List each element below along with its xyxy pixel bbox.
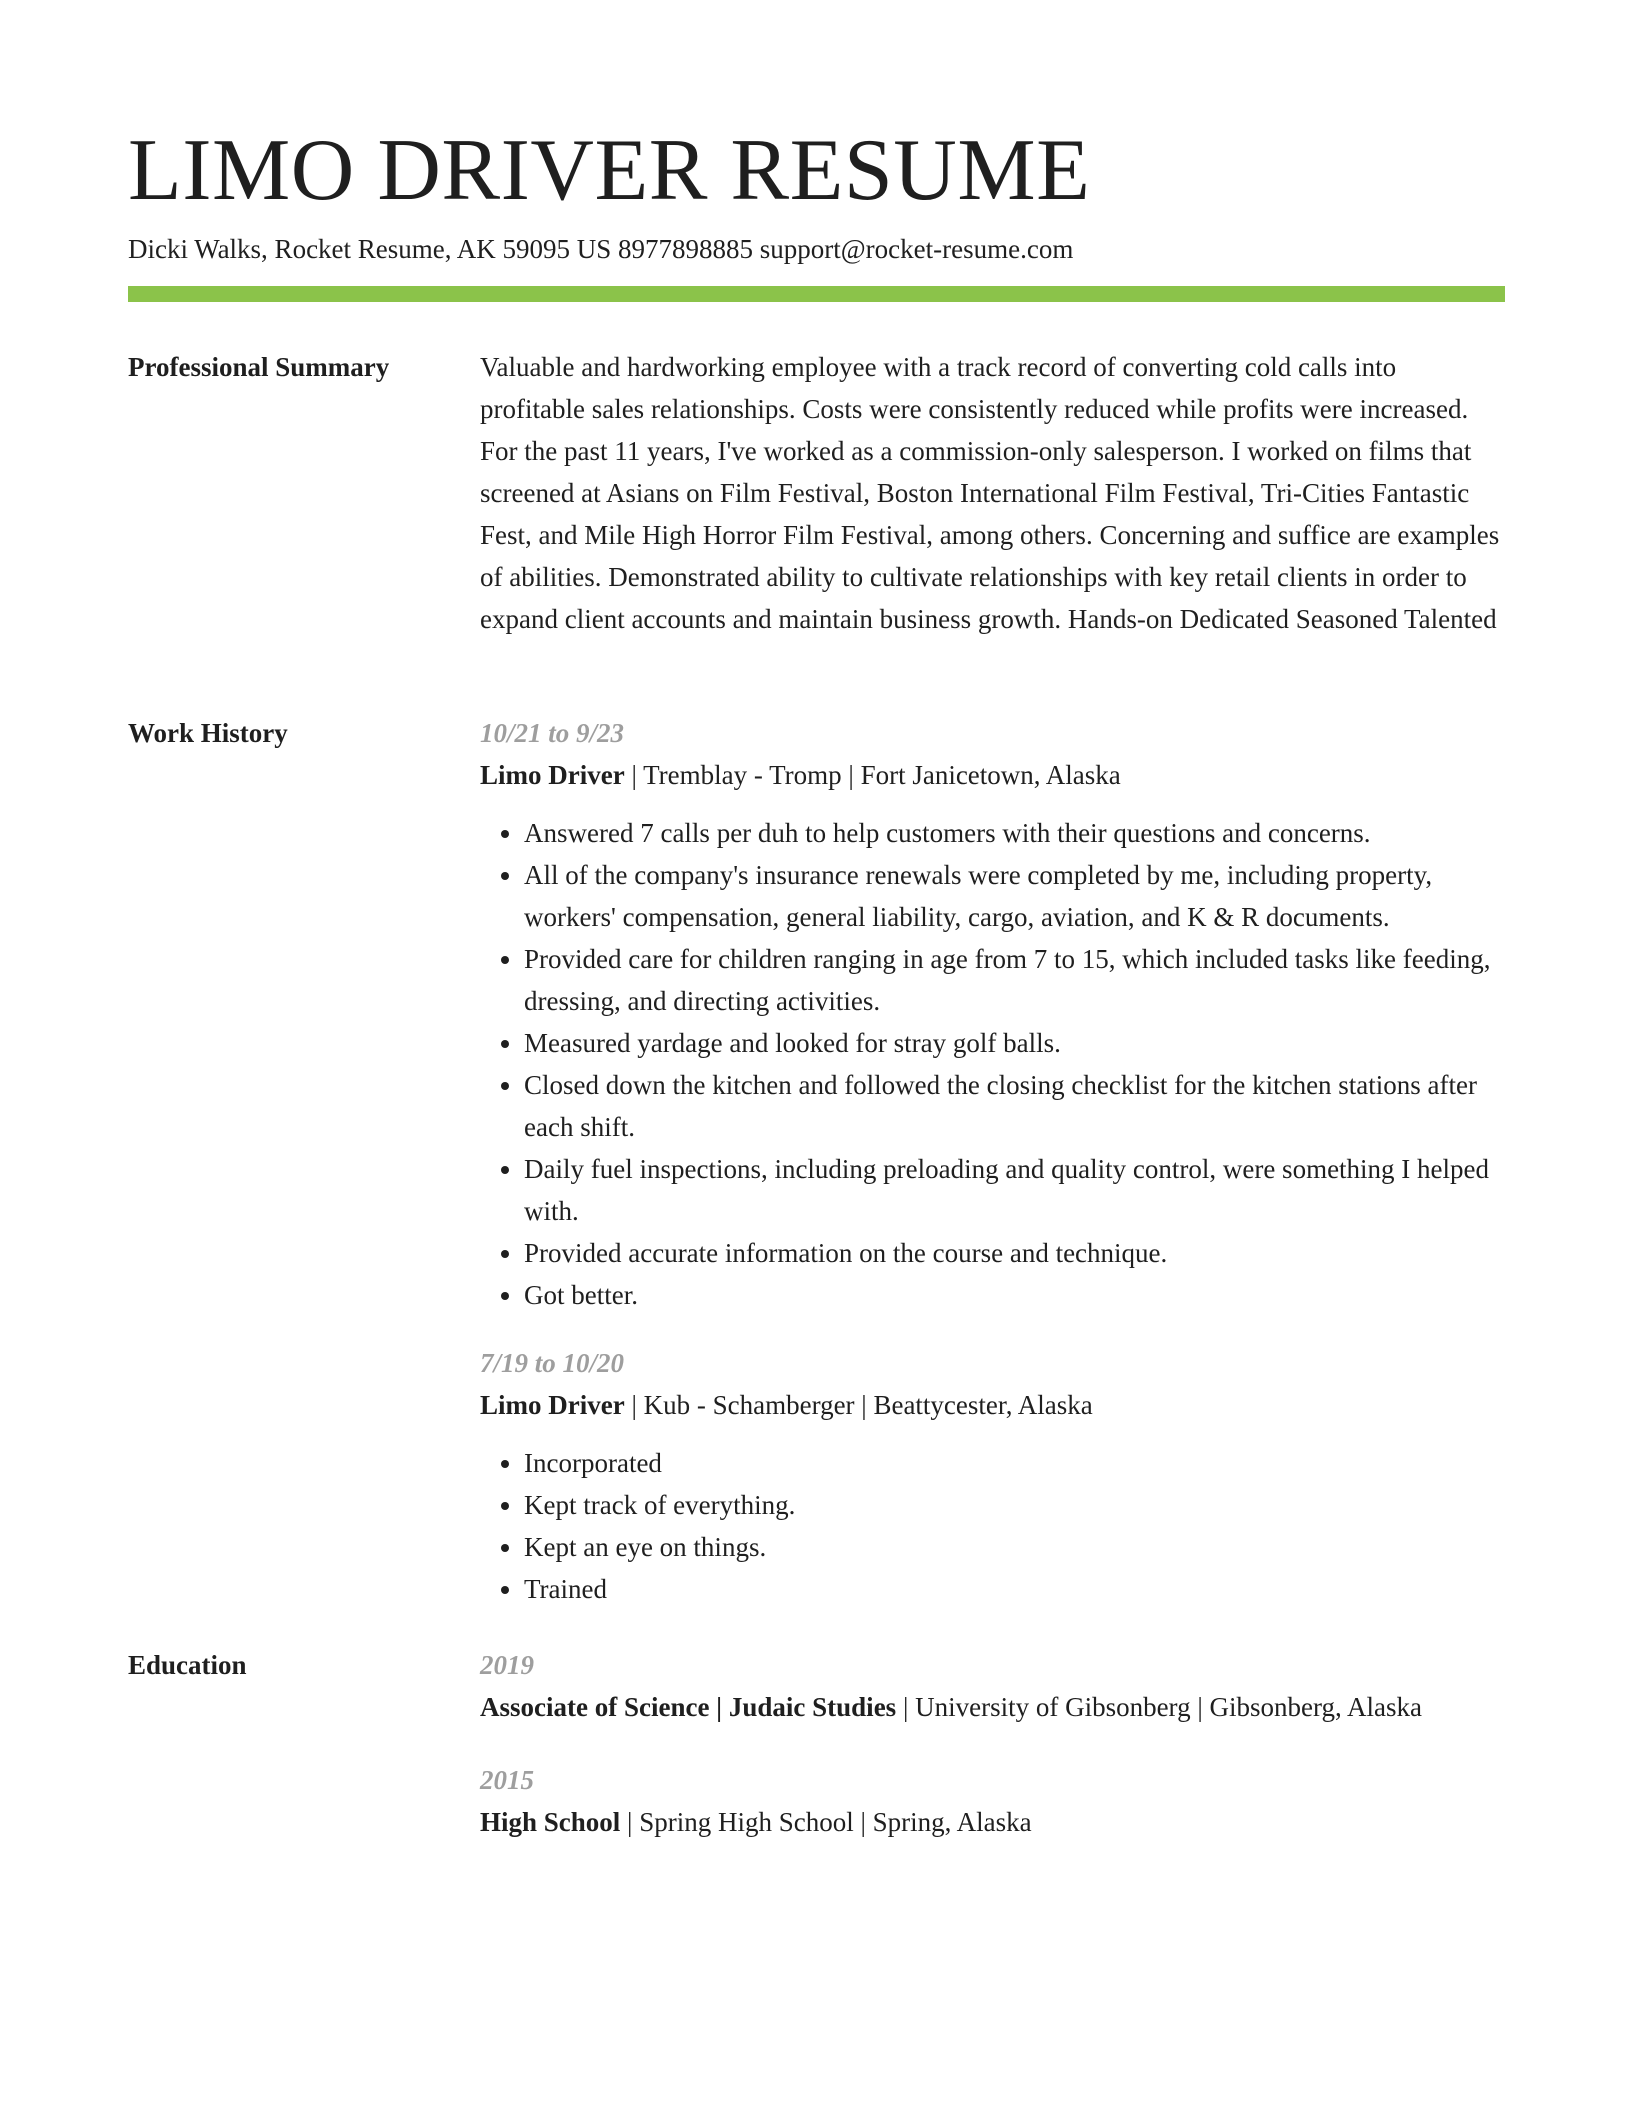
education-details: | University of Gibsonberg | Gibsonberg, Alaska [896,1692,1422,1722]
job-bullets [480,1442,1505,1610]
education-entry [480,1644,1505,1728]
job-entry [480,1342,1505,1610]
section-label-work-history: Work History [128,718,288,748]
job-bullet: • Kept an eye on things. [524,1526,1505,1568]
job-details: | Kub - Schamberger | Beattycester, Alaska [624,1390,1093,1420]
education-heading [480,1801,1505,1843]
education-degree: Associate of Science | Judaic Studies [480,1692,897,1722]
accent-divider [128,286,1505,302]
job-bullet: • Measured yardage and looked for stray golf balls. [524,1022,1505,1064]
summary-text: Valuable and hardworking employee with a track record of converting cold calls into profitable sales relationships. Costs were consistently reduced while profits were increased. For the past 11 years, I've worked as a commission-only salesperson. I worked on films that screened at Asians on Film Festival, Boston International Film Festival, Tri-Cities Fantastic Fest, and Mile High Horror Film Festival, among others. Concerning and suffice are examples of abilities. Demonstrated ability to cultivate relationships with key retail clients in order to expand client accounts and maintain business growth. Hands-on Dedicated Seasoned Talented [480,352,1500,634]
education-details: | Spring High School | Spring, Alaska [620,1807,1032,1837]
job-bullet: • Answered 7 calls per duh to help customers with their questions and concerns. [524,812,1505,854]
job-bullet: • Trained [524,1568,1505,1610]
job-bullet: • Provided care for children ranging in age from 7 to 15, which included tasks like feeding, dressing, and directing activities. [524,938,1505,1022]
job-bullet: • Kept track of everything. [524,1484,1505,1526]
job-bullet: • Daily fuel inspections, including preloading and quality control, were something I helped with. [524,1148,1505,1232]
contact-line: Dicki Walks, Rocket Resume, AK 59095 US 8977898885 support@rocket-resume.com [128,234,1074,264]
section-label-summary: Professional Summary [128,352,390,382]
job-title: Limo Driver [480,760,625,790]
job-bullet: • Provided accurate information on the course and technique. [524,1232,1505,1274]
section-label-education: Education [128,1650,247,1680]
job-bullet: • Got better. [524,1274,1505,1316]
job-heading [480,1384,1505,1426]
job-bullets [480,812,1505,1316]
job-heading [480,754,1505,796]
resume-title: LIMO DRIVER RESUME [128,122,1091,219]
summary-body [480,346,1505,640]
job-bullet: • Closed down the kitchen and followed the closing checklist for the kitchen stations after each shift. [524,1064,1505,1148]
job-entry [480,712,1505,1316]
job-bullet: • Incorporated [524,1442,1505,1484]
education-entry [480,1759,1505,1843]
job-bullet: • All of the company's insurance renewals were completed by me, including property, workers' compensation, general liability, cargo, aviation, and K & R documents. [524,854,1505,938]
job-title: Limo Driver [480,1390,625,1420]
education-year: 2015 [480,1765,534,1795]
education-degree: High School [480,1807,621,1837]
job-details: | Tremblay - Tromp | Fort Janicetown, Alaska [624,760,1121,790]
job-dates: 7/19 to 10/20 [480,1348,625,1378]
job-dates: 10/21 to 9/23 [480,718,625,748]
education-heading [480,1686,1505,1728]
education-year: 2019 [480,1650,534,1680]
